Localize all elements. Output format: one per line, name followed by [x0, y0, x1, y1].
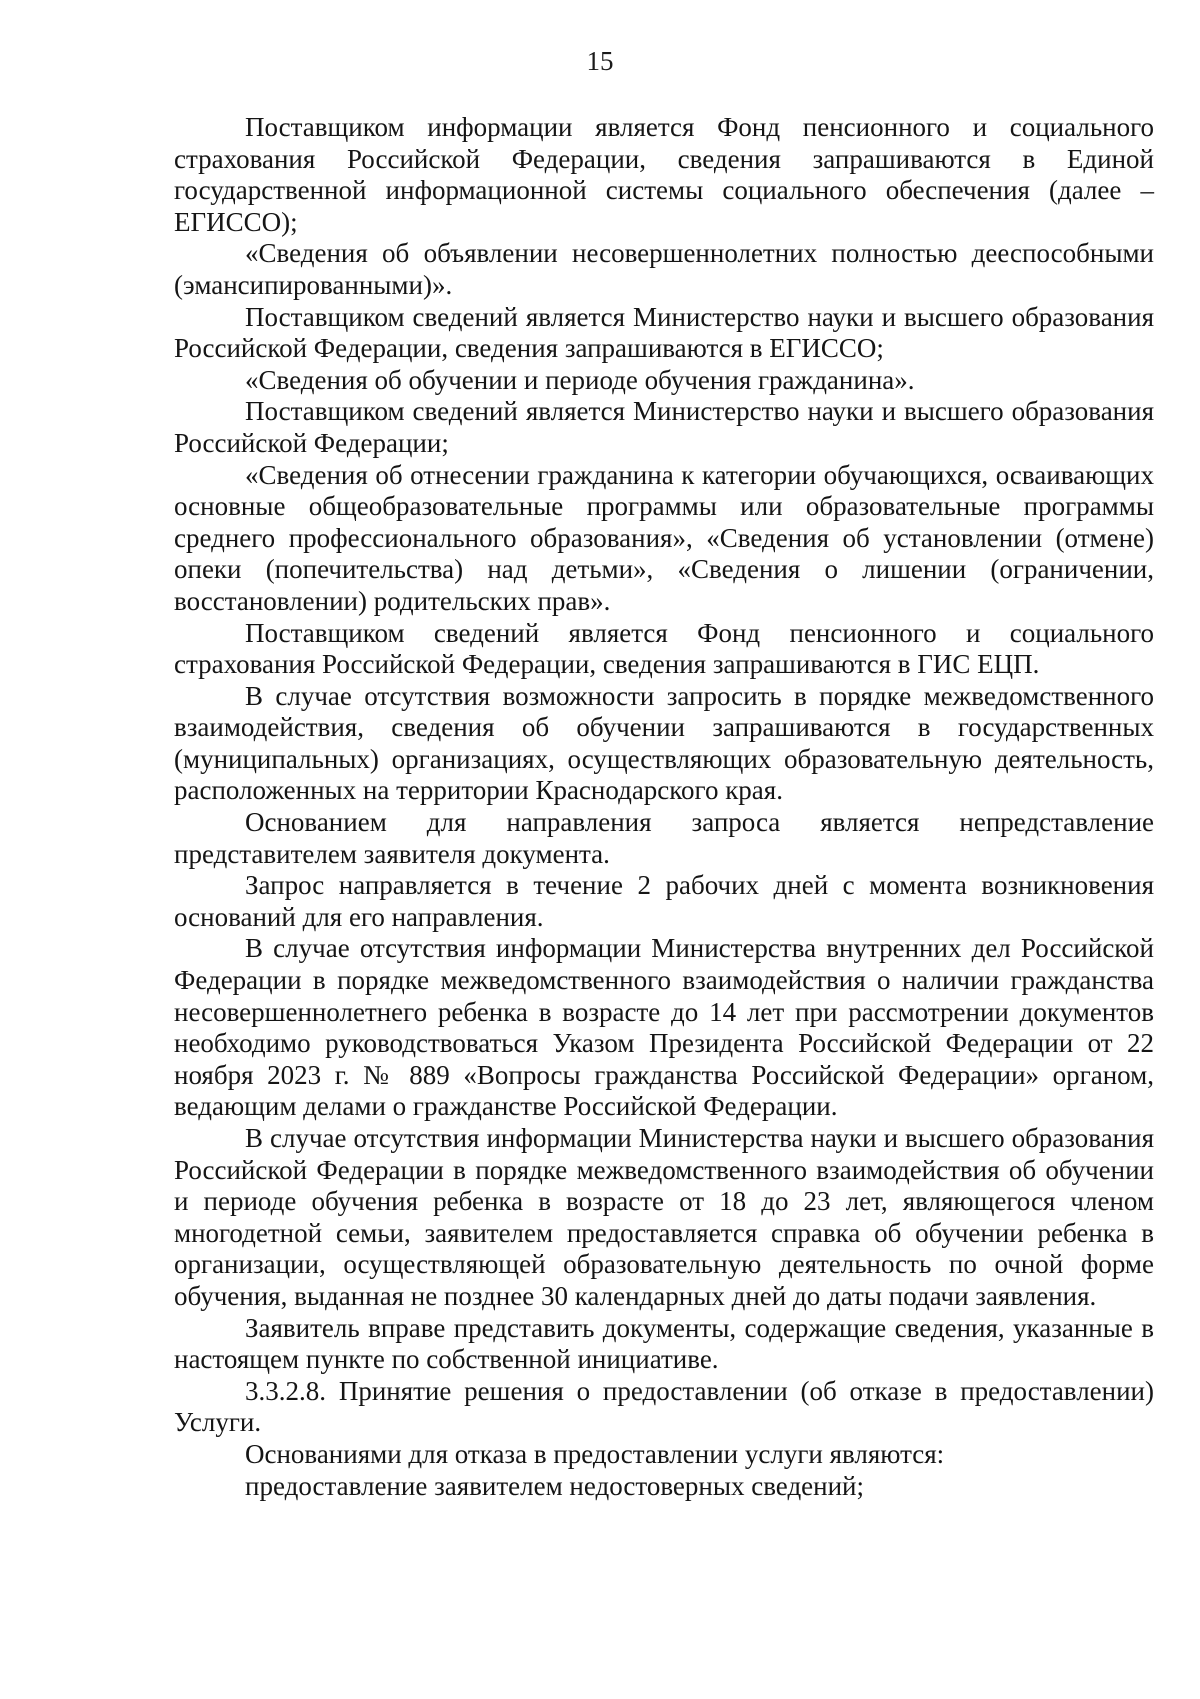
paragraph-13: Заявитель вправе представить документы, содержащие сведения, указанные в настоящем пункте по собственной инициативе. [174, 1312, 1154, 1375]
paragraph-5: Поставщиком сведений является Министерство науки и высшего образования Российской Федерации; [174, 396, 1154, 458]
paragraph-10: Запрос направляется в течение 2 рабочих дней с момента возникновения оснований для его направления. [174, 870, 1154, 932]
paragraph-14: 3.3.2.8. Принятие решения о предоставлении (об отказе в предоставлении) Услуги. [174, 1375, 1154, 1438]
paragraph-3: Поставщиком сведений является Министерство науки и высшего образования Российской Федерации, сведения запрашиваются в ЕГИССО; [174, 301, 1154, 364]
paragraph-15: Основаниями для отказа в предоставлении услуги являются: [245, 1438, 945, 1469]
paragraph-2: «Сведения об объявлении несовершеннолетних полностью дееспособными (эмансипированными)». [174, 238, 1154, 300]
paragraph-4: «Сведения об обучении и периоде обучения гражданина». [245, 364, 915, 395]
paragraph-8: В случае отсутствия возможности запросить в порядке межведомственного взаимодействия, сведения об обучении запрашиваются в государственных (муниципальных) организациях, осуществляющих образовательную деятельность, расположенных на территории Краснодарского края. [174, 680, 1154, 806]
paragraph-6: «Сведения об отнесении гражданина к категории обучающихся, осваивающих основные общеобразовательные программы или образовательные программы среднего профессионального образования», «Сведения об установлении (отмене) опеки (попечительства) над детьми», «Сведения о лишении (ограничении, восстановлении) родительских прав». [174, 459, 1154, 616]
paragraph-16: предоставление заявителем недостоверных сведений; [245, 1470, 865, 1501]
paragraph-1: Поставщиком информации является Фонд пенсионного и социального страхования Российской Федерации, сведения запрашиваются в Единой государственной информационной системы социального обеспечения (далее – ЕГИССО); [174, 112, 1154, 237]
page-number: 15 [586, 46, 614, 76]
paragraph-9: Основанием для направления запроса является непредставление представителем заявителя документа. [174, 807, 1154, 869]
document-body [174, 112, 1154, 1502]
paragraph-12: В случае отсутствия информации Министерства науки и высшего образования Российской Федерации в порядке межведомственного взаимодействия об обучении и периоде обучения ребенка в возрасте от 18 до 23 лет, являющегося членом многодетной семьи, заявителем предоставляется справка об обучении ребенка в организации, осуществляющей образовательную деятельность по очной форме обучения, выданная не позднее 30 календарных дней до даты подачи заявления. [174, 1123, 1154, 1311]
paragraph-11: В случае отсутствия информации Министерства внутренних дел Российской Федерации в порядке межведомственного взаимодействия о наличии гражданства несовершеннолетнего ребенка в возрасте до 14 лет при рассмотрении документов необходимо руководствоваться Указом Президента Российской Федерации от 22 ноября 2023 г. № 889 «Вопросы гражданства Российской Федерации» органом, ведающим делами о гражданстве Российской Федерации. [174, 933, 1154, 1122]
paragraph-7: Поставщиком сведений является Фонд пенсионного и социального страхования Российской Федерации, сведения запрашиваются в ГИС ЕЦП. [174, 617, 1154, 680]
